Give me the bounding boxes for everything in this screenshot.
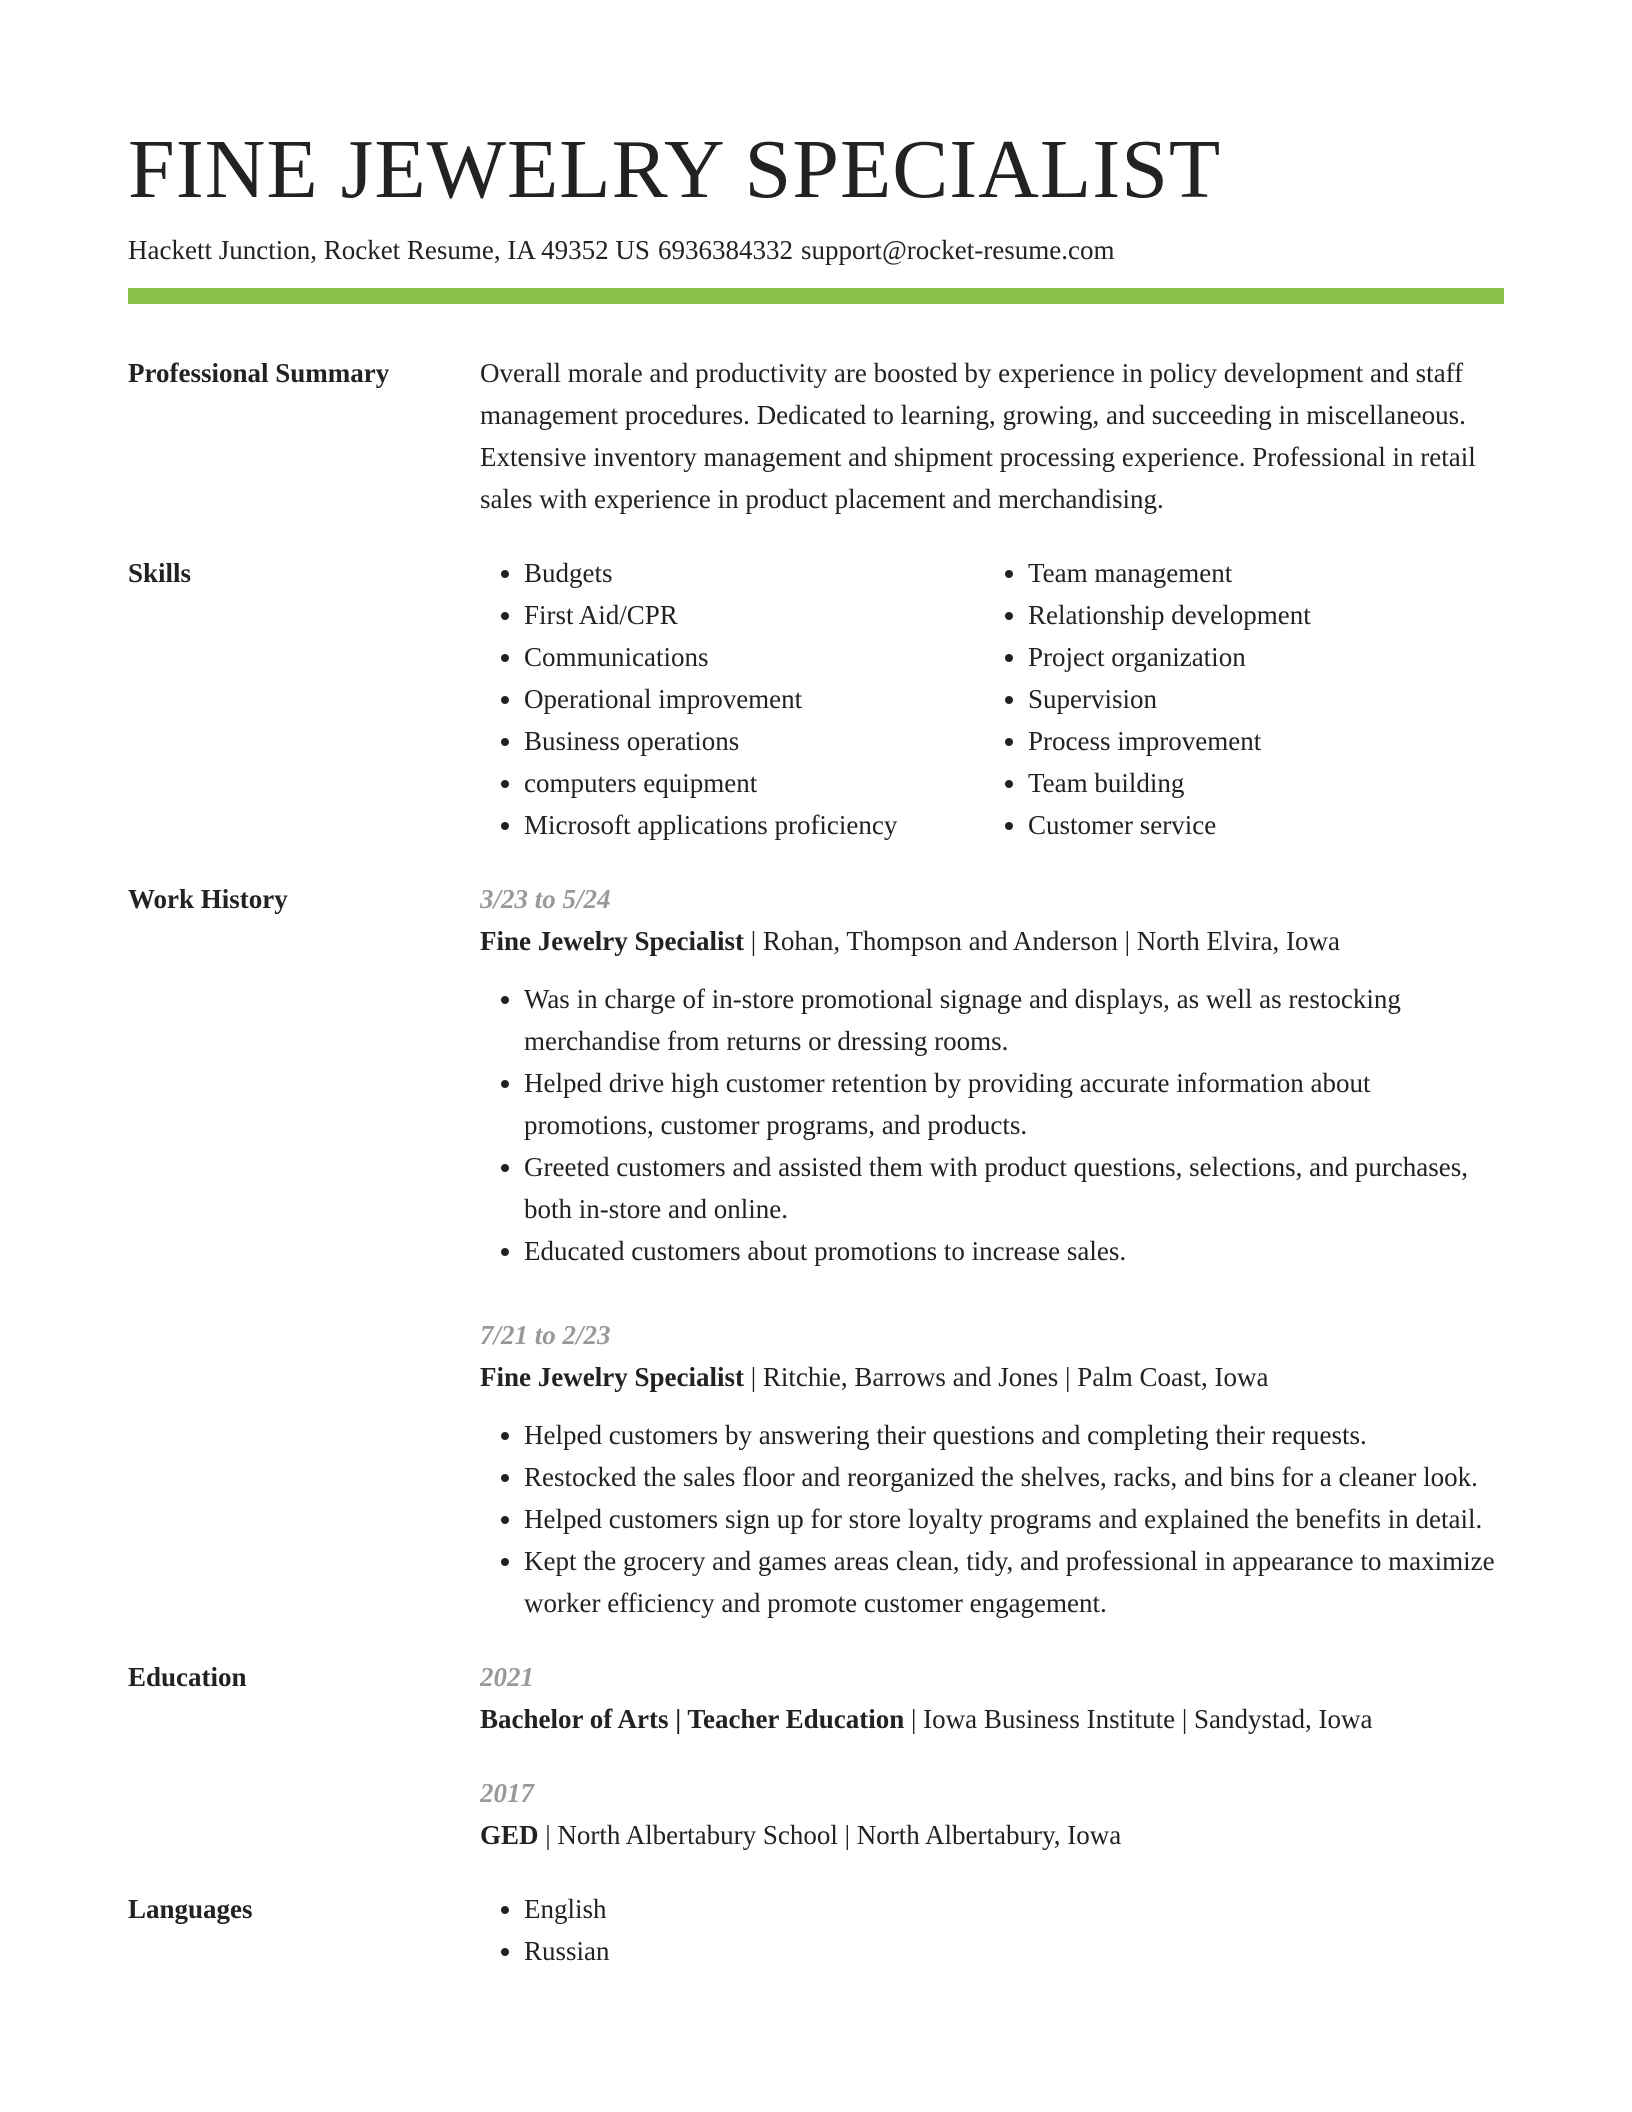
contact-phone: 6936384332: [657, 235, 793, 265]
skill-item: • Supervision: [1028, 678, 1311, 720]
skill-item: • computers equipment: [524, 762, 984, 804]
work-history-body: [480, 878, 1504, 1624]
job-entry: [480, 878, 1504, 1272]
skill-item: • Customer service: [1028, 804, 1311, 846]
skill-item: • Process improvement: [1028, 720, 1311, 762]
contact-line: [128, 230, 1504, 270]
job-bullet: • Restocked the sales floor and reorganized the shelves, racks, and bins for a cleaner look.: [524, 1456, 1504, 1498]
skill-item: • Microsoft applications proficiency: [524, 804, 984, 846]
education-entry: [480, 1656, 1504, 1740]
education-year: 2021: [480, 1662, 534, 1692]
skill-item: • Team management: [1028, 552, 1311, 594]
skill-item: • Communications: [524, 636, 984, 678]
header-divider: [128, 288, 1504, 304]
contact-email: support@rocket-resume.com: [800, 235, 1115, 265]
job-header: [480, 1356, 1504, 1398]
skill-item: • Operational improvement: [524, 678, 984, 720]
job-bullets: [480, 978, 1504, 1272]
languages-body: [480, 1888, 1504, 1972]
summary-text: Overall morale and productivity are boosted by experience in policy development and staff management procedures. Dedicated to learning, growing, and succeeding in miscellaneous. Extensive inventory management and shipment processing experience. Professional in retail sales with experience in product placement and merchandising.: [480, 358, 1476, 514]
job-header: [480, 920, 1504, 962]
skills-list-right: [984, 552, 1311, 846]
education-degree: GED: [480, 1820, 539, 1850]
skills-title: Skills: [128, 558, 192, 588]
skills-columns: [480, 552, 1504, 846]
job-bullet: • Was in charge of in-store promotional signage and displays, as well as restocking merchandise from returns or dressing rooms.: [524, 978, 1504, 1062]
education-line: [480, 1698, 1504, 1740]
education-line: [480, 1814, 1504, 1856]
languages-title: Languages: [128, 1894, 253, 1924]
languages-section: [128, 1888, 1504, 1972]
summary-section: [128, 352, 1504, 520]
job-role: Fine Jewelry Specialist: [480, 926, 744, 956]
job-bullets: [480, 1414, 1504, 1624]
job-details: | Rohan, Thompson and Anderson | North Elvira, Iowa: [743, 926, 1340, 956]
summary-title: Professional Summary: [128, 358, 390, 388]
skill-item: • First Aid/CPR: [524, 594, 984, 636]
education-degree: Bachelor of Arts | Teacher Education: [480, 1704, 905, 1734]
resume-name: FINE JEWELRY SPECIALIST: [128, 123, 1222, 216]
skills-section: [128, 552, 1504, 846]
languages-list: [480, 1888, 1504, 1972]
skills-list-left: [480, 552, 984, 846]
work-history-section: [128, 878, 1504, 1624]
job-dates: 7/21 to 2/23: [480, 1320, 611, 1350]
education-entry: [480, 1772, 1504, 1856]
skill-item: • Project organization: [1028, 636, 1311, 678]
education-details: | North Albertabury School | North Albertabury, Iowa: [538, 1820, 1122, 1850]
job-entry: [480, 1314, 1504, 1624]
job-details: | Ritchie, Barrows and Jones | Palm Coast, Iowa: [743, 1362, 1269, 1392]
job-dates: 3/23 to 5/24: [480, 884, 611, 914]
language-item: • English: [524, 1888, 1504, 1930]
education-section: [128, 1656, 1504, 1856]
resume-page: [128, 120, 1504, 1972]
skill-item: • Budgets: [524, 552, 984, 594]
education-title: Education: [128, 1662, 247, 1692]
skill-item: • Team building: [1028, 762, 1311, 804]
work-history-title: Work History: [128, 884, 288, 914]
skill-item: • Relationship development: [1028, 594, 1311, 636]
education-year: 2017: [480, 1778, 534, 1808]
skill-item: • Business operations: [524, 720, 984, 762]
job-bullet: • Helped customers by answering their questions and completing their requests.: [524, 1414, 1504, 1456]
education-body: [480, 1656, 1504, 1856]
job-bullet: • Helped drive high customer retention by providing accurate information about promotions, customer programs, and products.: [524, 1062, 1504, 1146]
job-bullet: • Educated customers about promotions to increase sales.: [524, 1230, 1504, 1272]
language-item: • Russian: [524, 1930, 1504, 1972]
job-bullet: • Greeted customers and assisted them with product questions, selections, and purchases, both in-store and online.: [524, 1146, 1504, 1230]
job-role: Fine Jewelry Specialist: [480, 1362, 744, 1392]
job-bullet: • Kept the grocery and games areas clean, tidy, and professional in appearance to maximize worker efficiency and promote customer engagement.: [524, 1540, 1504, 1624]
contact-address: Hackett Junction, Rocket Resume, IA 49352 US: [128, 235, 650, 265]
education-details: | Iowa Business Institute | Sandystad, Iowa: [904, 1704, 1373, 1734]
job-bullet: • Helped customers sign up for store loyalty programs and explained the benefits in detail.: [524, 1498, 1504, 1540]
